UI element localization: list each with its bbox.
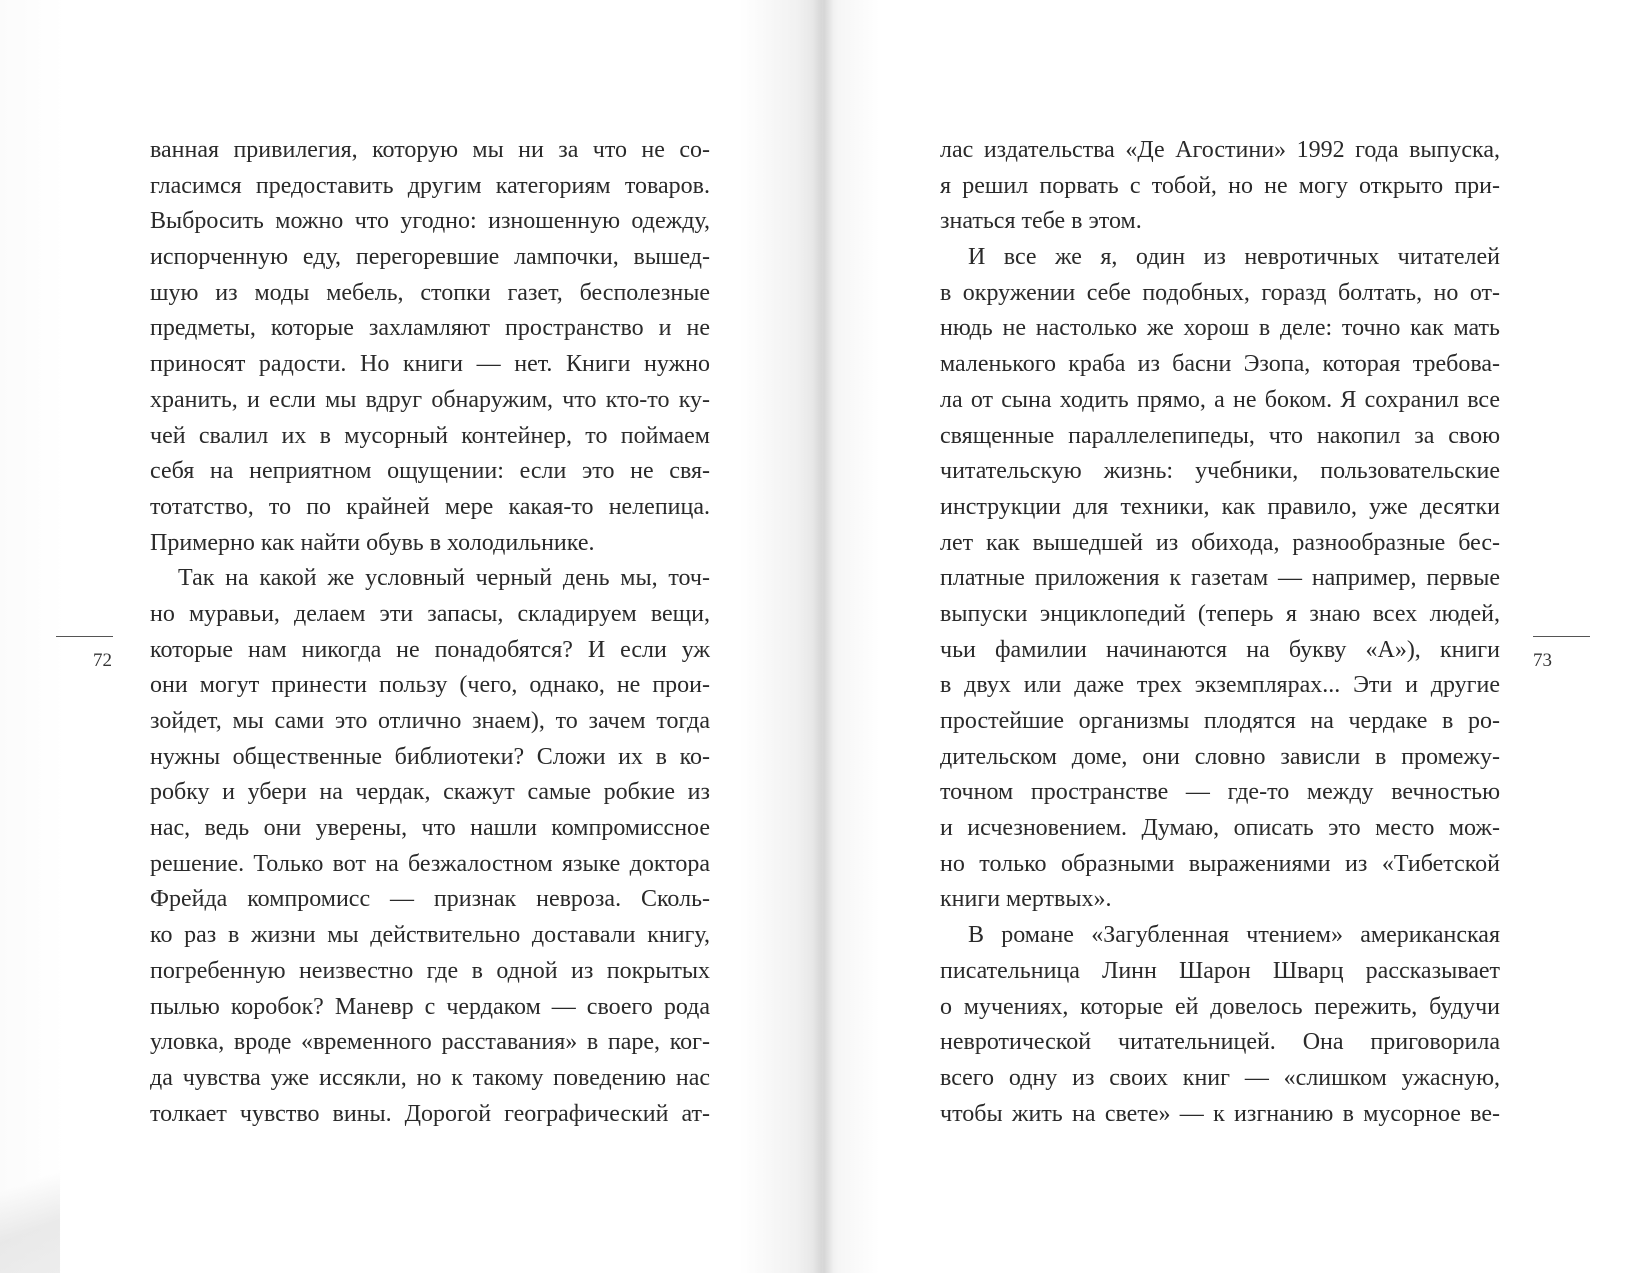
left-page-number: 72 (93, 650, 112, 671)
right-folio-rule (1533, 636, 1590, 637)
text-line: решение. Только вот на безжалостном языке доктора (150, 850, 710, 877)
text-line: погребенную неизвестно где в одной из покрытых (150, 957, 710, 984)
page-corner-fold (0, 1123, 60, 1273)
text-line: но муравьи, делаем эти запасы, складируем вещи, (150, 600, 710, 627)
text-line: предметы, которые захламляют пространство и не (150, 315, 710, 342)
text-line: уловка, вроде «временного расставания» в паре, ког- (150, 1029, 710, 1056)
text-line: Выбросить можно что угодно: изношенную одежду, (150, 208, 710, 235)
text-line: чьи фамилии начинаются на букву «А»), книги (940, 636, 1500, 663)
text-line: ко раз в жизни мы действительно доставали книгу, (150, 922, 710, 949)
text-line: инструкции для техники, как правило, уже десятки (940, 493, 1500, 520)
text-line: робку и убери на чердак, скажут самые робкие из (150, 779, 710, 806)
text-line: приносят радости. Но книги — нет. Книги нужно (150, 351, 710, 378)
text-line: толкает чувство вины. Дорогой географический ат- (150, 1100, 710, 1127)
text-line: Примерно как найти обувь в холодильнике. (150, 529, 595, 556)
right-page-number: 73 (1533, 650, 1552, 671)
text-line: точном пространстве — где-то между вечностью (940, 779, 1500, 806)
left-page-text (150, 133, 710, 1132)
text-line: зойдет, мы сами это отлично знаем), то зачем тогда (150, 708, 710, 734)
text-line: пылью коробок? Маневр с чердаком — своего рода (150, 993, 710, 1020)
text-line: которые нам никогда не понадобятся? И если уж (150, 636, 710, 663)
text-line: невротической читательницей. Она приговорила (940, 1029, 1500, 1056)
text-line: ванная привилегия, которую мы ни за что не со- (150, 137, 710, 163)
text-line: нюдь не настолько же хорош в деле: точно как мать (940, 315, 1500, 342)
text-line: лас издательства «Де Агостини» 1992 года выпуска, (940, 137, 1500, 163)
text-line: И все же я, один из невротичных читателей (968, 244, 1500, 271)
right-page (822, 0, 1645, 1273)
text-line: Так на какой же условный черный день мы, точ- (178, 565, 710, 592)
text-line: в окружении себе подобных, горазд болтать, но от- (940, 279, 1500, 306)
text-line: чей свалил их в мусорный контейнер, то поймаем (150, 422, 710, 449)
text-line: они могут принести пользу (чего, однако, не прои- (150, 672, 710, 699)
text-line: В романе «Загубленная чтением» американская (968, 922, 1500, 949)
text-line: книги мертвых». (940, 886, 1112, 913)
text-line: но только образными выражениями из «Тибетской (940, 850, 1500, 877)
text-line: лет как вышедшей из обихода, разнообразные бес- (940, 529, 1500, 556)
text-line: выпуски энциклопедий (теперь я знаю всех людей, (940, 600, 1500, 627)
text-line: маленького краба из басни Эзопа, которая требова- (940, 351, 1500, 378)
text-line: о мучениях, которые ей довелось пережить, будучи (940, 993, 1500, 1020)
text-line: себя на неприятном ощущении: если это не свя- (150, 458, 710, 485)
left-folio-rule (56, 636, 113, 637)
text-line: гласимся предоставить другим категориям товаров. (150, 172, 710, 199)
text-line: всего одну из своих книг — «слишком ужасную, (940, 1064, 1500, 1091)
text-line: да чувства уже иссякли, но к такому поведению нас (150, 1064, 710, 1091)
text-line: ла от сына ходить прямо, а не боком. Я сохранил все (940, 386, 1500, 413)
right-page-text (940, 133, 1500, 1132)
text-line: дительском доме, они словно зависли в промежу- (940, 743, 1500, 770)
text-line: платные приложения к газетам — например, первые (940, 565, 1500, 592)
text-line: и исчезновением. Думаю, описать это место мож- (940, 815, 1500, 842)
gutter-shadow (812, 0, 834, 1273)
text-line: нужны общественные библиотеки? Сложи их в ко- (150, 743, 710, 770)
text-line: читательскую жизнь: учебники, пользовательские (940, 458, 1500, 485)
text-line: чтобы жить на свете» — к изгнанию в мусорное ве- (940, 1100, 1500, 1127)
text-line: шую из моды мебель, стопки газет, бесполезные (150, 279, 710, 306)
text-line: простейшие организмы плодятся на чердаке в ро- (940, 708, 1500, 734)
text-line: священные параллелепипеды, что накопил за свою (940, 422, 1500, 449)
text-line: нас, ведь они уверены, что нашли компромиссное (150, 815, 710, 842)
text-line: Фрейда компромисс — признак невроза. Сколь- (150, 886, 710, 913)
text-line: знаться тебе в этом. (940, 208, 1142, 235)
text-line: я решил порвать с тобой, но не могу открыто при- (940, 172, 1500, 199)
text-line: испорченную еду, перегоревшие лампочки, вышед- (150, 244, 710, 271)
text-line: в двух или даже трех экземплярах... Эти и другие (940, 672, 1500, 699)
text-line: писательница Линн Шарон Шварц рассказывает (940, 957, 1500, 984)
text-line: тотатство, то по крайней мере какая-то нелепица. (150, 493, 710, 520)
text-line: хранить, и если мы вдруг обнаружим, что кто-то ку- (150, 386, 710, 413)
left-page (0, 0, 822, 1273)
